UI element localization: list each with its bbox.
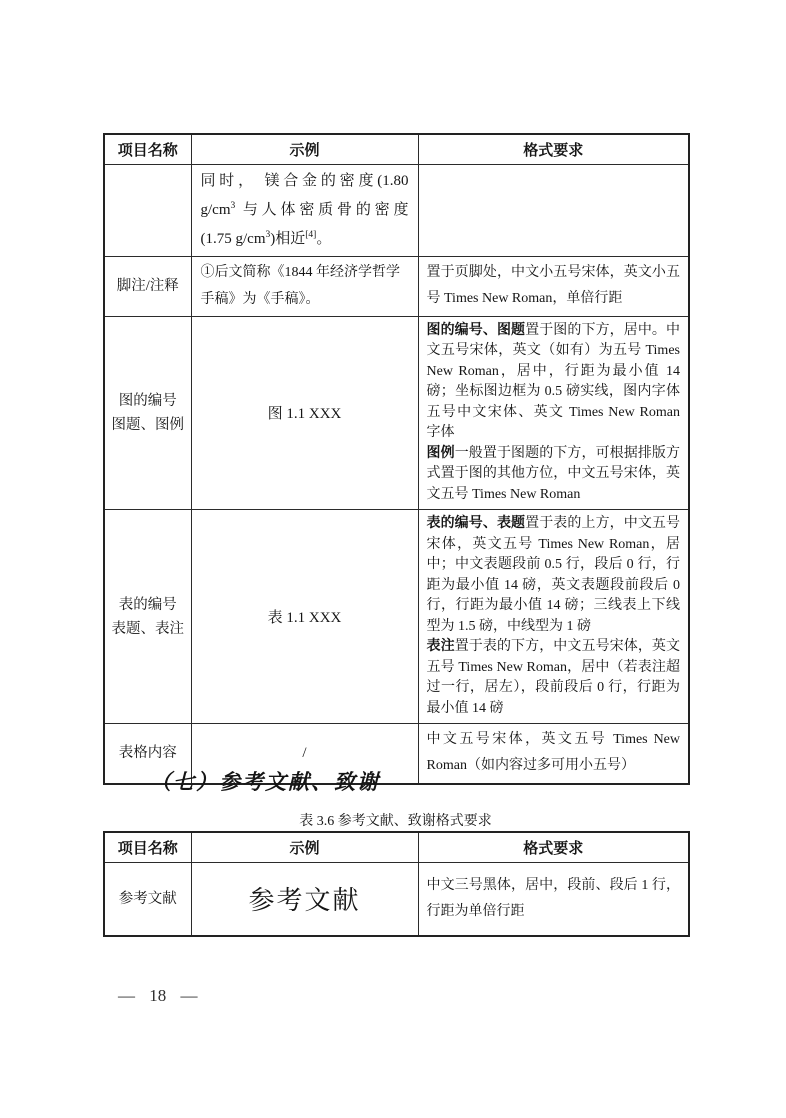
figure-term-caption: 图的编号、图题 bbox=[426, 322, 526, 338]
table2-header-example: 示例 bbox=[191, 832, 418, 862]
section-heading: （七）参考文献、致谢 bbox=[150, 770, 380, 794]
density-line-3: (1.75 $g/cm^3$)相近[4]。 bbox=[200, 229, 332, 247]
reference-item-cell: 参考文献 bbox=[104, 862, 191, 936]
figure-item-cell: 图的编号 图题、图例 bbox=[104, 316, 191, 510]
tablecaption-requirement-cell: 表的编号、表题置于表的上方，中文五号宋体，英文五号 Times New Roman，居中；中文表题段前 0.5 行，段后 0 行，行距为最小值 14 磅，英文表题段前段后 0 行，行距为最小值 14 磅；三线表上下线型为 1.5 磅，中线型为 1 磅 表注置于表的下方，中文五号宋体，英文五号 Times New Roman，居中（若表注超过一行，居左），段前段后 0 行，行距为最小值 14 磅 bbox=[418, 510, 689, 724]
format-requirements-table bbox=[103, 133, 690, 785]
page-number: — 18 — bbox=[118, 986, 198, 1005]
reference-format-table bbox=[103, 831, 690, 937]
figure-requirement-cell: 图的编号、图题置于图的下方，居中。中文五号宋体，英文（如有）为五号 Times New Roman，居中，行距为最小值 14 磅；坐标图边框为 0.5 磅实线，图内字体五号中文宋体、英文 Times New Roman 字体 图例一般置于图题的下方，可根据排版方式置于图的其他方位，中文五号宋体，英文五号 Times New Roman bbox=[418, 316, 689, 510]
superscript-3: 3 bbox=[230, 200, 236, 211]
density-item-cell bbox=[104, 164, 191, 256]
reference-requirement-cell: 中文三号黑体，居中，段前、段后 1 行，行距为单倍行距 bbox=[418, 862, 689, 936]
footnote-item-cell: 脚注/注释 bbox=[104, 256, 191, 316]
table1-header-requirement: 格式要求 bbox=[418, 134, 689, 164]
figure-term-legend: 图例 bbox=[426, 445, 455, 461]
tablecontent-example-cell: / bbox=[191, 724, 418, 784]
table1-header-row bbox=[104, 134, 689, 164]
tablecaption-item-cell: 表的编号 表题、表注 bbox=[104, 510, 191, 724]
table-row-table-caption bbox=[104, 510, 689, 724]
footnote-requirement-cell: 置于页脚处，中文小五号宋体，英文小五号 Times New Roman，单倍行距 bbox=[418, 256, 689, 316]
citation-ref: [4] bbox=[305, 229, 317, 240]
table-row-footnote bbox=[104, 256, 689, 316]
superscript-3: 3 bbox=[265, 229, 271, 240]
density-requirement-cell bbox=[418, 164, 689, 256]
density-line-1: 同时， 镁合金的密度(1.80 bbox=[200, 172, 409, 189]
density-line-2: $g/cm^3$ 与人体密质骨的密度 bbox=[200, 200, 409, 218]
table2-header-row bbox=[104, 832, 689, 862]
table-row-reference bbox=[104, 862, 689, 936]
table1-header-example: 示例 bbox=[191, 134, 418, 164]
table-row-figure bbox=[104, 316, 689, 510]
table-term-note: 表注 bbox=[426, 639, 455, 654]
table2-header-item: 项目名称 bbox=[104, 832, 191, 862]
figure-example-cell: 图 1.1 XXX bbox=[191, 316, 418, 510]
tablecaption-example-cell: 表 1.1 XXX bbox=[191, 510, 418, 724]
table1-header-item: 项目名称 bbox=[104, 134, 191, 164]
tablecontent-item-cell: 表格内容 bbox=[104, 724, 191, 784]
density-example-cell bbox=[191, 164, 418, 256]
table-term-caption: 表的编号、表题 bbox=[426, 516, 526, 531]
reference-example-cell: 参考文献 bbox=[191, 862, 418, 936]
tablecontent-requirement-cell: 中文五号宋体，英文五号 Times New Roman（如内容过多可用小五号） bbox=[418, 724, 689, 784]
table2-caption: 表 3.6 参考文献、致谢格式要求 bbox=[299, 814, 492, 829]
footnote-example-cell: ①后文简称《1844 年经济学哲学手稿》为《手稿》。 bbox=[191, 256, 418, 316]
table2-header-requirement: 格式要求 bbox=[418, 832, 689, 862]
table-row-density-example bbox=[104, 164, 689, 256]
